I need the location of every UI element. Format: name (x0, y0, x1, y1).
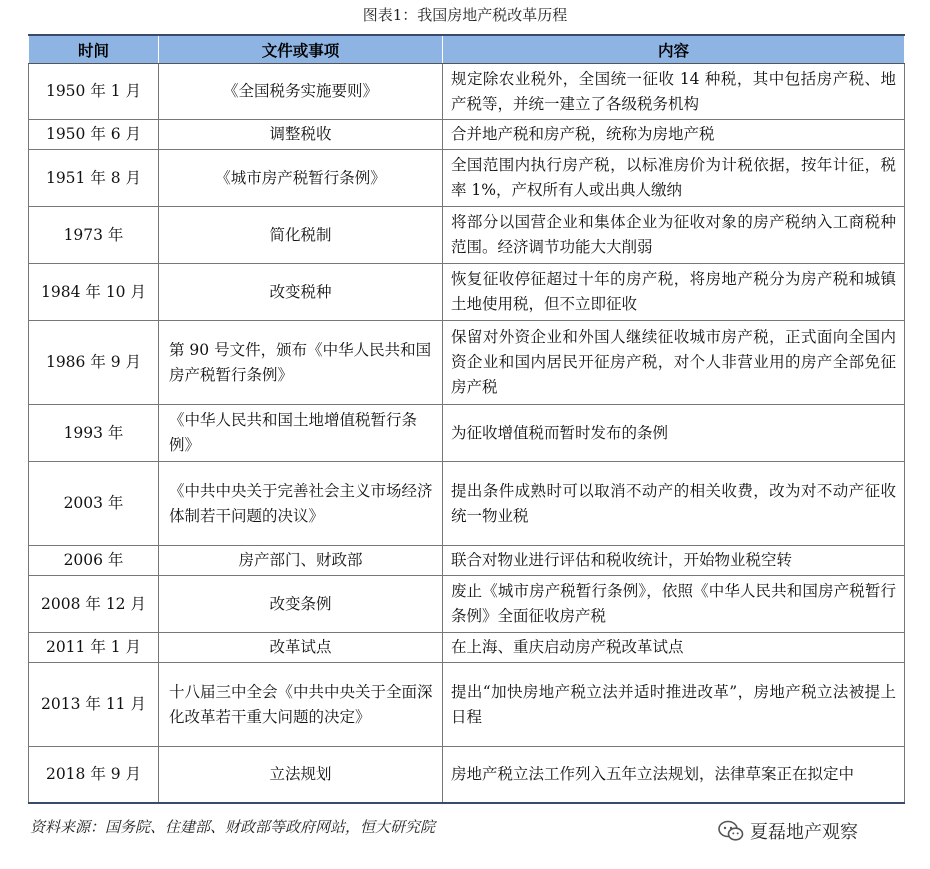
row-content: 保留对外资企业和外国人继续征收城市房产税，正式面向全国内资企业和国内居民开征房产税，对个人非营业用的房产全部免征房产税 (443, 321, 905, 405)
row-time: 2008 年 12 月 (29, 576, 159, 633)
table-header-row (29, 35, 905, 64)
row-content: 废止《城市房产税暂行条例》，依照《中华人民共和国房产税暂行条例》全面征收房产税 (443, 576, 905, 633)
row-doc: 房产部门、财政部 (159, 546, 443, 576)
table-row (29, 120, 905, 150)
reform-history-table (28, 34, 905, 804)
row-time: 2018 年 9 月 (29, 747, 159, 803)
row-doc: 改革试点 (159, 633, 443, 663)
row-time: 2003 年 (29, 462, 159, 546)
row-content: 为征收增值税而暂时发布的条例 (443, 405, 905, 462)
row-content: 提出条件成熟时可以取消不动产的相关收费，改为对不动产征收统一物业税 (443, 462, 905, 546)
row-doc: 《城市房产税暂行条例》 (159, 150, 443, 207)
row-time: 1950 年 1 月 (29, 64, 159, 120)
table-row (29, 150, 905, 207)
table-row (29, 64, 905, 120)
header-content: 内容 (443, 35, 905, 64)
table-row (29, 207, 905, 264)
watermark (718, 818, 858, 844)
row-doc: 改变税种 (159, 264, 443, 321)
wechat-icon (718, 820, 744, 842)
table-row (29, 321, 905, 405)
row-time: 1984 年 10 月 (29, 264, 159, 321)
table-row (29, 633, 905, 663)
row-doc: 简化税制 (159, 207, 443, 264)
row-doc: 第 90 号文件，颁布《中华人民共和国房产税暂行条例》 (159, 321, 443, 405)
row-content: 联合对物业进行评估和税收统计，开始物业税空转 (443, 546, 905, 576)
row-doc: 《全国税务实施要则》 (159, 64, 443, 120)
row-doc: 《中华人民共和国土地增值税暂行条例》 (159, 405, 443, 462)
source-note: 资料来源：国务院、住建部、财政部等政府网站，恒大研究院 (30, 818, 436, 836)
table-row (29, 546, 905, 576)
header-time: 时间 (29, 35, 159, 64)
row-content: 提出“加快房地产税立法并适时推进改革”，房地产税立法被提上日程 (443, 663, 905, 747)
row-time: 1951 年 8 月 (29, 150, 159, 207)
row-time: 2013 年 11 月 (29, 663, 159, 747)
table-row (29, 663, 905, 747)
row-content: 规定除农业税外，全国统一征收 14 种税，其中包括房产税、地产税等，并统一建立了各级税务机构 (443, 64, 905, 120)
table-row (29, 264, 905, 321)
row-time: 1950 年 6 月 (29, 120, 159, 150)
row-content: 在上海、重庆启动房产税改革试点 (443, 633, 905, 663)
row-time: 1993 年 (29, 405, 159, 462)
row-time: 2011 年 1 月 (29, 633, 159, 663)
row-content: 合并地产税和房产税，统称为房地产税 (443, 120, 905, 150)
row-doc: 十八届三中全会《中共中央关于全面深化改革若干重大问题的决定》 (159, 663, 443, 747)
row-doc: 改变条例 (159, 576, 443, 633)
row-content: 全国范围内执行房产税，以标准房价为计税依据，按年计征，税率 1%，产权所有人或出典人缴纳 (443, 150, 905, 207)
header-doc: 文件或事项 (159, 35, 443, 64)
row-time: 1973 年 (29, 207, 159, 264)
row-time: 1986 年 9 月 (29, 321, 159, 405)
table-row (29, 747, 905, 803)
row-doc: 立法规划 (159, 747, 443, 803)
row-content: 将部分以国营企业和集体企业为征收对象的房产税纳入工商税种范围。经济调节功能大大削弱 (443, 207, 905, 264)
table-row (29, 576, 905, 633)
watermark-text: 夏磊地产观察 (750, 822, 858, 843)
row-content: 房地产税立法工作列入五年立法规划，法律草案正在拟定中 (443, 747, 905, 803)
table-row (29, 405, 905, 462)
row-content: 恢复征收停征超过十年的房产税，将房地产税分为房产税和城镇土地使用税，但不立即征收 (443, 264, 905, 321)
table-caption: 图表1：我国房地产税改革历程 (362, 6, 568, 24)
row-doc: 调整税收 (159, 120, 443, 150)
table-row (29, 462, 905, 546)
row-doc: 《中共中央关于完善社会主义市场经济体制若干问题的决议》 (159, 462, 443, 546)
row-time: 2006 年 (29, 546, 159, 576)
